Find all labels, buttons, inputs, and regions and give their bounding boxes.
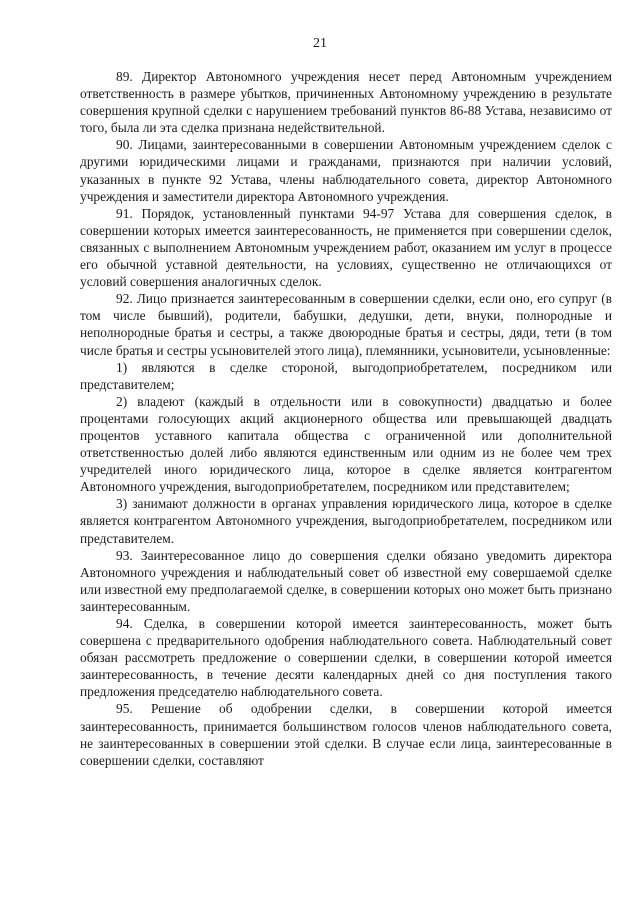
document-body xyxy=(80,68,612,769)
paragraph-93: 93. Заинтересованное лицо до совершения сделки обязано уведомить директора Автономного учреждения и наблюдательный совет об известной ему совершаемой сделке или известной ему предполагаемой сделке, в совершении которых оно может быть признано заинтересованным. xyxy=(80,547,612,614)
paragraph-89: 89. Директор Автономного учреждения несет перед Автономным учреждением ответственность в размере убытков, причиненных Автономному учреждению в результате совершения крупной сделки с нарушением требований пунктов 86-88 Устава, независимо от того, была ли эта сделка признана недействительной. xyxy=(80,69,612,136)
paragraph-90: 90. Лицами, заинтересованными в совершении Автономным учреждением сделок с другими юридическими лицами и гражданами, признаются при наличии условий, указанных в пункте 92 Устава, члены наблюдательного совета, директор Автономного учреждения и заместители директора Автономного учреждения. xyxy=(80,137,612,204)
page-number: 21 xyxy=(313,36,327,51)
paragraph-94: 94. Сделка, в совершении которой имеется заинтересованность, может быть совершена с предварительного одобрения наблюдательного совета. Наблюдательный совет обязан рассмотреть предложение о совершении сделки, в совершении которой имеется заинтересованность, в течение десяти календарных дней со дня поступления такого предложения председателю наблюдательного совета. xyxy=(80,616,612,700)
paragraph-91: 91. Порядок, установленный пунктами 94-97 Устава для совершения сделок, в совершении которых имеется заинтересованность, не применяется при совершении сделок, связанных с выполнением Автономным учреждением работ, оказанием им услуг в процессе его обычной уставной деятельности, на условиях, существенно не отличающихся от условий совершения аналогичных сделок. xyxy=(80,205,612,290)
paragraph-92: 92. Лицо признается заинтересованным в совершении сделки, если оно, его супруг (в том числе бывший), родители, бабушки, дедушки, дети, внуки, полнородные и неполнородные братья и сестры, а также двоюродные братья и сестры, дяди, тети (в том числе братья и сестры усыновителей этого лица), племянники, усыновители, усыновленные: xyxy=(80,291,612,358)
list-item-92-1: 1) являются в сделке стороной, выгодоприобретателем, посредником или представителем; xyxy=(80,359,612,392)
paragraph-95: 95. Решение об одобрении сделки, в совершении которой имеется заинтересованность, принимается большинством голосов членов наблюдательного совета, не заинтересованных в совершении этой сделки. В случае если лица, заинтересованные в совершении сделки, составляют xyxy=(80,701,612,768)
list-item-92-2: 2) владеют (каждый в отдельности или в совокупности) двадцатью и более процентами голосующих акций акционерного общества или превышающей двадцать процентов уставного капитала общества с ограниченной или дополнительной ответственностью долей либо являются единственным или одним из не более чем трех учредителей иного юридического лица, которое в сделке является контрагентом Автономного учреждения, выгодоприобретателем, посредником или представителем; xyxy=(80,393,612,495)
list-item-92-3: 3) занимают должности в органах управления юридического лица, которое в сделке является контрагентом Автономного учреждения, выгодоприобретателем, посредником или представителем. xyxy=(80,496,612,546)
